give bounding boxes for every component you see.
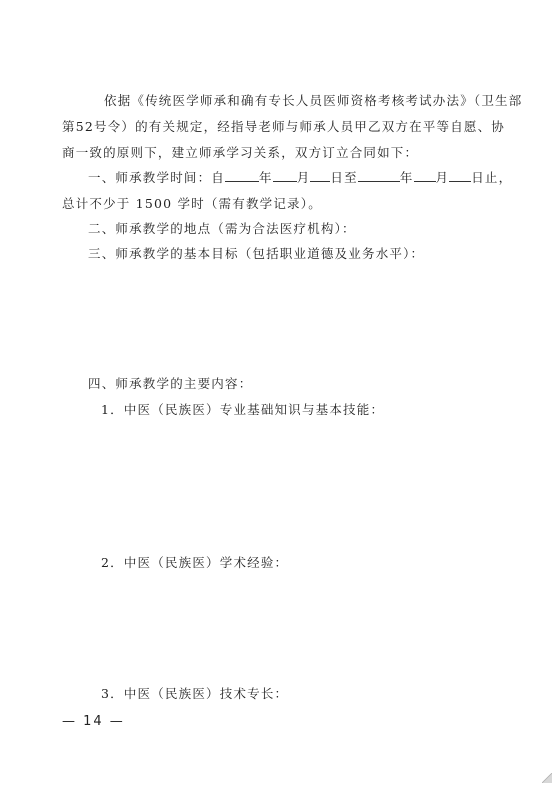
item-teaching-goals: 三、师承教学的基本目标（包括职业道德及业务水平）： [88, 246, 425, 261]
item-teaching-content: 四、师承教学的主要内容： [88, 376, 253, 391]
year-label: 年 [399, 170, 414, 185]
month-label: 月 [296, 170, 311, 185]
subitem-academic-experience: 2．中医（民族医）学术经验： [101, 555, 289, 570]
corner-fold-icon [542, 773, 552, 783]
item-teaching-hours: 总计不少于 1500 学时（需有教学记录）。 [62, 196, 322, 211]
day-to-label: 日至 [330, 170, 358, 185]
blank-start-year[interactable] [225, 170, 259, 182]
blank-end-month[interactable] [414, 170, 436, 182]
blank-start-month[interactable] [273, 170, 297, 182]
blank-end-year[interactable] [358, 170, 400, 182]
paragraph-line-2: 第52号令）的有关规定，经指导老师与师承人员甲乙双方在平等自愿、协 [62, 119, 506, 134]
day-end-label: 日止， [471, 170, 513, 185]
blank-end-day[interactable] [449, 170, 471, 182]
paragraph-line-1: 依据《传统医学师承和确有专长人员医师资格考核考试办法》（卫生部 [104, 93, 523, 108]
subitem-basic-knowledge: 1．中医（民族医）专业基础知识与基本技能： [101, 402, 385, 417]
subitem-technical-specialty: 3．中医（民族医）技术专长： [101, 686, 289, 701]
page-number: — 14 — [62, 714, 125, 729]
paragraph-line-3: 商一致的原则下，建立师承学习关系，双方订立合同如下： [62, 145, 419, 160]
item-teaching-time-label: 一、师承教学时间：自 [88, 170, 226, 185]
item-teaching-location: 二、师承教学的地点（需为合法医疗机构）： [88, 221, 356, 236]
blank-start-day[interactable] [310, 170, 330, 182]
month-label: 月 [435, 170, 450, 185]
item-teaching-time [88, 170, 512, 186]
year-label: 年 [259, 170, 273, 185]
